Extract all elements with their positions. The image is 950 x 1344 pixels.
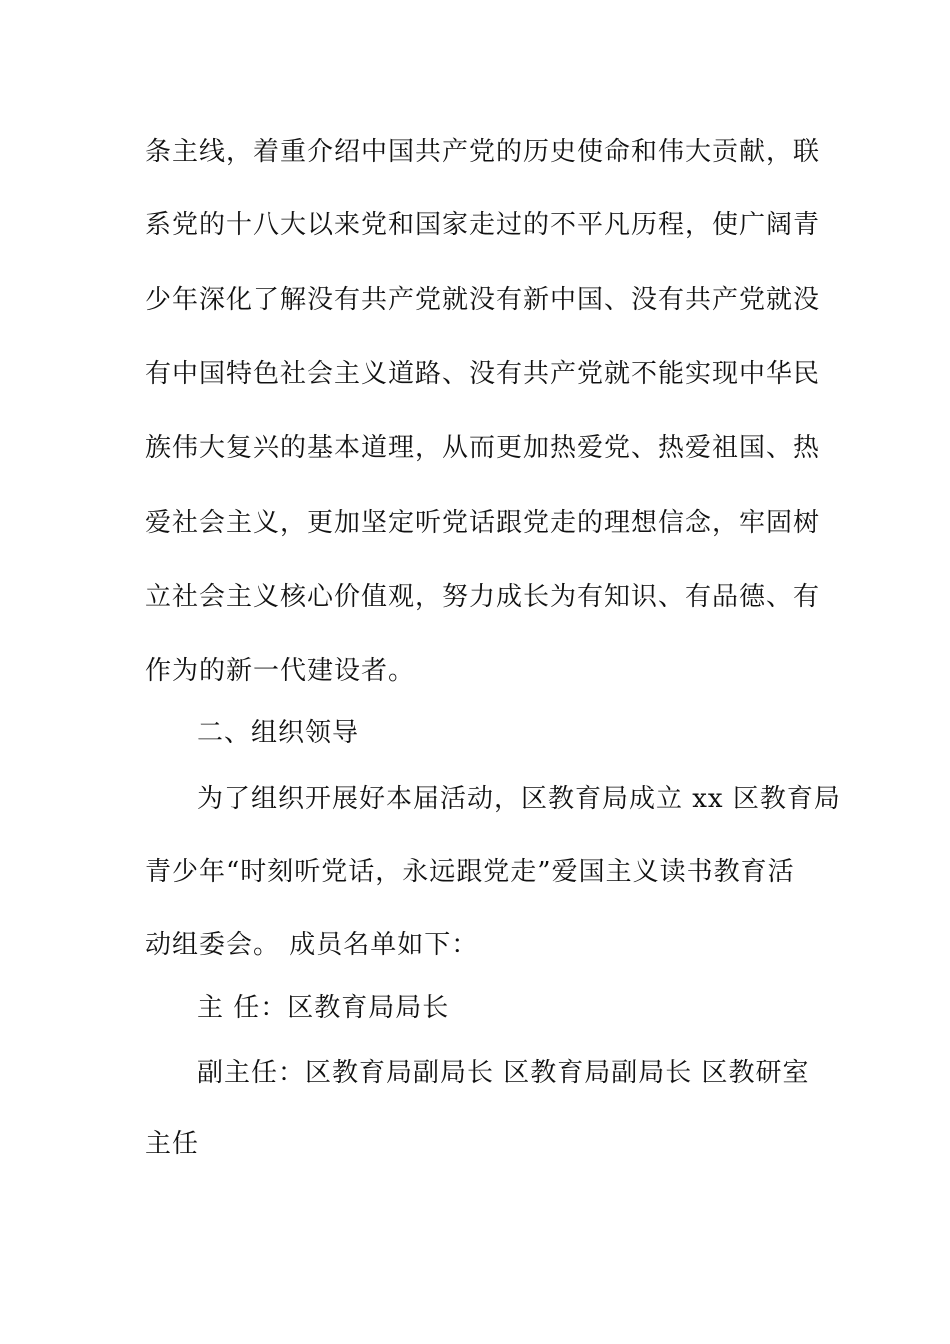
body-text-line: 作为的新一代建设者。 <box>145 656 416 686</box>
body-text-line: 系党的十八大以来党和国家走过的不平凡历程，使广阔青 <box>145 210 821 240</box>
member-line-deputy: 副主任：区教育局副局长 区教育局副局长 区教研室 <box>197 1058 810 1088</box>
body-text-line: 族伟大复兴的基本道理，从而更加热爱党、热爱祖国、热 <box>145 433 821 463</box>
body-text-line: 条主线，着重介绍中国共产党的历史使命和伟大贡献，联 <box>145 137 821 167</box>
member-line-director: 主 任：区教育局局长 <box>197 993 450 1023</box>
body-text-line: 立社会主义核心价值观，努力成长为有知识、有品德、有 <box>145 582 821 612</box>
body-text-line: 主任 <box>145 1129 200 1159</box>
body-text-line: 青少年“时刻听党话，永远跟党走”爱国主义读书教育活 <box>145 857 795 887</box>
body-text-line: 少年深化了解没有共产党就没有新中国、没有共产党就没 <box>145 285 821 315</box>
body-text-line: 有中国特色社会主义道路、没有共产党就不能实现中华民 <box>145 359 821 389</box>
section-heading: 二、组织领导 <box>197 718 360 748</box>
body-text-line: 动组委会。 成员名单如下： <box>145 930 479 960</box>
body-text-line: 为了组织开展好本届活动，区教育局成立 xx 区教育局 <box>197 784 841 814</box>
body-text-line: 爱社会主义，更加坚定听党话跟党走的理想信念，牢固树 <box>145 508 821 538</box>
